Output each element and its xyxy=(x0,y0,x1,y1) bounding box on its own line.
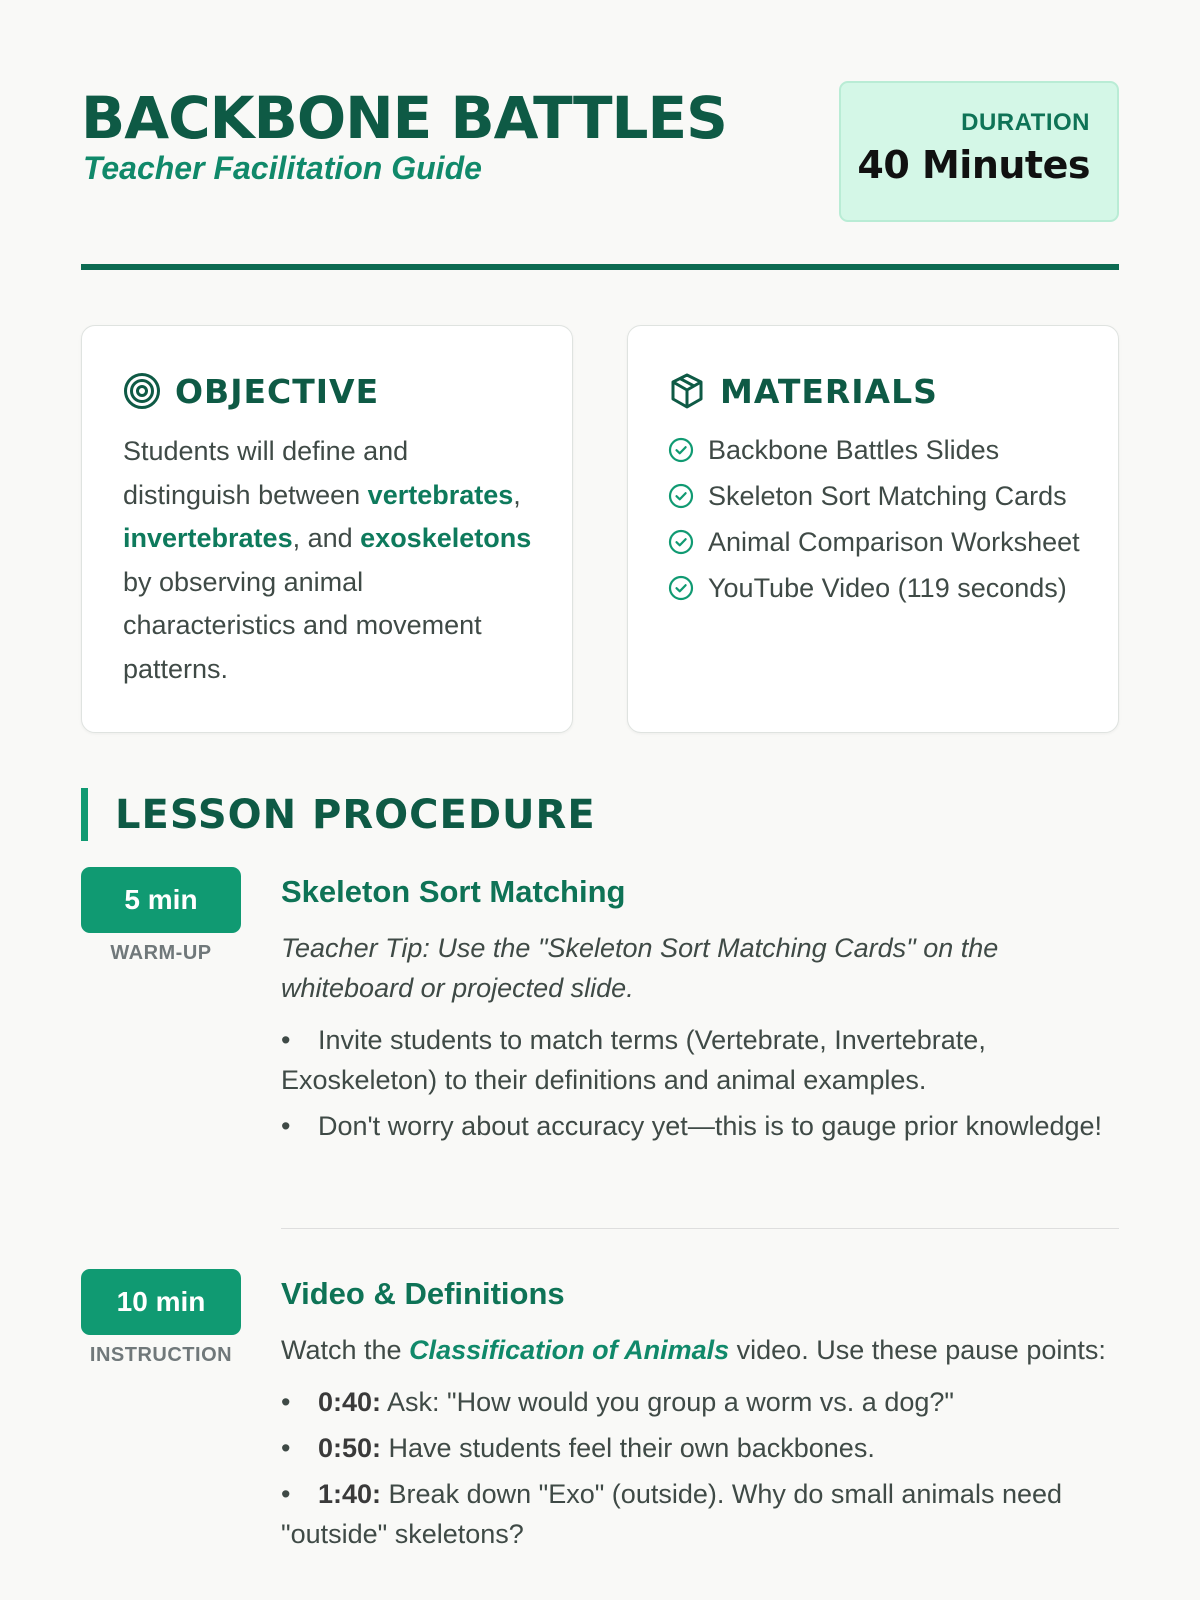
pause-point-text: Break down "Exo" (outside). Why do small animals need "outside" skeletons? xyxy=(281,1479,1063,1549)
materials-header xyxy=(668,366,1088,416)
info-cards xyxy=(81,325,1119,733)
bullet-dot: • xyxy=(281,1111,291,1141)
pause-point-item xyxy=(281,1382,1119,1422)
pause-point-item xyxy=(281,1474,1119,1554)
objective-text xyxy=(123,430,532,691)
term-exoskeletons: exoskeletons xyxy=(360,523,532,553)
pause-points xyxy=(281,1382,1119,1554)
step-content xyxy=(281,867,1119,1152)
check-circle-icon xyxy=(668,529,694,555)
intro-text-b: video. Use these pause points: xyxy=(729,1335,1106,1365)
page-title: BACKBONE BATTLES xyxy=(81,84,727,152)
timestamp: 1:40: xyxy=(318,1479,382,1509)
pause-point-item xyxy=(281,1428,1119,1468)
procedure-title: LESSON PROCEDURE xyxy=(115,791,596,838)
bullet-item xyxy=(281,1106,1119,1146)
pause-point-text: Have students feel their own backbones. xyxy=(381,1433,875,1463)
check-circle-icon xyxy=(668,483,694,509)
materials-title: MATERIALS xyxy=(720,371,938,411)
check-circle-icon xyxy=(668,575,694,601)
timestamp: 0:50: xyxy=(318,1433,382,1463)
time-badge: 10 min xyxy=(81,1269,241,1335)
time-badge: 5 min xyxy=(81,867,241,933)
step-title: Skeleton Sort Matching xyxy=(281,874,626,909)
header-divider xyxy=(81,264,1119,270)
material-item xyxy=(668,568,1088,608)
header xyxy=(81,0,1119,270)
objective-header xyxy=(123,366,532,416)
objective-text-a: Students will define and distinguish between xyxy=(123,436,409,510)
material-label: Skeleton Sort Matching Cards xyxy=(708,481,1067,511)
pause-point-text: Ask: "How would you group a worm vs. a dog?" xyxy=(381,1387,954,1417)
page-subtitle: Teacher Facilitation Guide xyxy=(83,150,482,186)
objective-sep-1: , xyxy=(513,479,521,510)
material-item xyxy=(668,476,1088,516)
term-vertebrates: vertebrates xyxy=(367,479,514,510)
materials-list xyxy=(668,430,1088,608)
bullet-text: Don't worry about accuracy yet—this is to gauge prior knowledge! xyxy=(318,1111,1103,1141)
bullet-dot: • xyxy=(281,1025,291,1055)
objective-text-b: by observing animal characteristics and movement patterns. xyxy=(123,566,482,684)
video-title: Classification of Animals xyxy=(409,1335,730,1365)
check-circle-icon xyxy=(668,437,694,463)
target-icon xyxy=(123,372,161,410)
intro-text-a: Watch the xyxy=(281,1335,410,1365)
step-time-block xyxy=(81,1269,241,1367)
material-label: YouTube Video (119 seconds) xyxy=(708,573,1067,603)
step-divider xyxy=(281,1228,1119,1229)
phase-label: INSTRUCTION xyxy=(89,1344,233,1366)
materials-card xyxy=(627,325,1119,733)
bullet-dot: • xyxy=(281,1387,291,1417)
bullet-text: Invite students to match terms (Vertebrate, Invertebrate, Exoskeleton) to their definitions and animal examples. xyxy=(281,1025,986,1095)
objective-card xyxy=(81,325,573,733)
timestamp: 0:40: xyxy=(318,1387,382,1417)
procedure-heading xyxy=(81,788,596,841)
duration-box xyxy=(839,81,1119,222)
step-title: Video & Definitions xyxy=(281,1276,565,1311)
term-invertebrates: invertebrates xyxy=(123,523,293,553)
duration-value: 40 Minutes xyxy=(857,143,1090,187)
objective-title: OBJECTIVE xyxy=(175,371,380,411)
bullet-dot: • xyxy=(281,1479,291,1509)
package-icon xyxy=(668,372,706,410)
step-time-block xyxy=(81,867,241,965)
material-label: Animal Comparison Worksheet xyxy=(708,527,1080,557)
teacher-tip: Teacher Tip: Use the "Skeleton Sort Matching Cards" on the whiteboard or projected slide. xyxy=(281,933,999,1003)
step-bullets xyxy=(281,1020,1119,1146)
material-item xyxy=(668,430,1088,470)
material-item xyxy=(668,522,1088,562)
duration-label: DURATION xyxy=(961,109,1090,136)
material-label: Backbone Battles Slides xyxy=(708,435,1000,465)
phase-label: WARM-UP xyxy=(110,942,212,964)
bullet-dot: • xyxy=(281,1433,291,1463)
step-intro xyxy=(281,1330,1119,1370)
bullet-item xyxy=(281,1020,1119,1100)
objective-sep-2: , and xyxy=(292,523,361,553)
step-content xyxy=(281,1269,1119,1560)
